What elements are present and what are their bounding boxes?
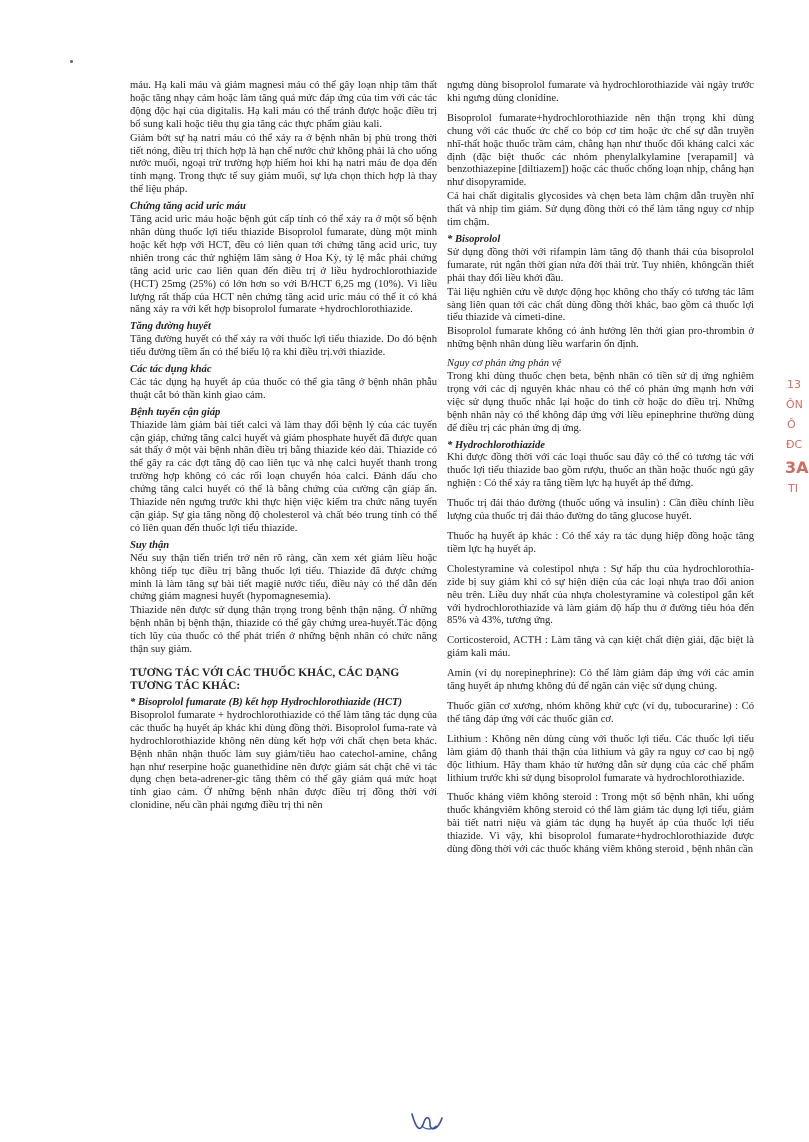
section-heading-parathyroid: Bệnh tuyến cận giáp <box>130 406 221 418</box>
paragraph: ngưng dùng bisoprolol fumarate và hydrochlorothiazide vài ngày trước khi ngưng dùng clonidine. <box>447 80 754 104</box>
section-heading-renal: Suy thận <box>130 539 170 551</box>
left-column <box>130 80 437 814</box>
stamp-fragment: TI <box>788 482 798 495</box>
paragraph: Sử dụng đồng thời với rifampin làm tăng độ thanh thải của bisoprolol fumarate, rút ngắn thời gian nửa đời thải trừ. Tuy nhiên, khôngcần thiết phải thay đổi liều khởi đầu. <box>447 246 754 284</box>
section-title-interactions: TƯƠNG TÁC VỚI CÁC THUỐC KHÁC, CÁC DẠNG TƯƠNG TÁC KHÁC: <box>130 666 400 692</box>
paragraph: Thuốc giãn cơ xương, nhóm không khử cực (ví dụ, tubocurarine) : Có thể tăng đáp ứng với các thuốc giãn cơ. <box>447 700 754 725</box>
paragraph: máu. Hạ kali máu và giảm magnesi máu có thể gây loạn nhịp tâm thất hoặc tăng nhạy cảm hoặc làm tăng quá mức đáp ứng của tim với các tác động độc hại của digitalis. Hạ kali máu có thể tránh được hoặc điều trị bổ sung kali hoặc tiêu thụ gia tăng các thực phẩm giàu kali. <box>130 80 437 130</box>
section-heading-hyperglycemia: Tăng đường huyết <box>130 321 211 333</box>
section-heading-bisoprolol: * Bisoprolol <box>447 233 501 245</box>
paragraph: Cholestyramine và colestipol nhựa : Sự hấp thu của hydrochlorothia-zide bị suy giảm khi có sự hiện diện của các loại nhựa trao đổi anion nêu trên. Liều duy nhất của nhựa cholestyramine và colestipol gắn kết với hydrochlorothiazide và làm giảm độ hấp thu ở đường tiêu hóa đến 85% và 43%, tương ứng. <box>447 563 754 627</box>
paragraph: Các tác dụng hạ huyết áp của thuốc có thể gia tăng ở bệnh nhân phẫu thuật cắt bỏ thần kinh giao cảm. <box>130 376 437 401</box>
paragraph: Lithium : Không nên dùng cùng với thuốc lợi tiểu. Các thuốc lợi tiểu làm giảm độ thanh thải thận của lithium và gây ra nguy cơ cao bị ngộ độc lithium. Hãy tham khảo từ hướng dẫn sử dụng của các chế phẩm lithium trước khi sử dụng bisoprolol fumarate và hydrochlorothiazide. <box>447 733 754 784</box>
paragraph: Thiazide nên được sử dụng thận trọng trong bệnh thận nặng. Ở những bệnh nhân bị bệnh thận, thiazide có thể gây chứng urea-huyết.Tác động tích lũy của thuốc có thể phát triển ở những bệnh nhân có chức năng thận suy giảm. <box>130 605 437 656</box>
paragraph: Bisoprolol fumarate không có ảnh hưởng lên thời gian pro-thrombin ở những bệnh nhân dùng liều warfarin ổn định. <box>447 326 754 351</box>
stamp-fragment: ÔN <box>786 398 803 411</box>
stamp-fragment: 3A <box>785 458 809 477</box>
stamp-fragment: Ô <box>787 418 796 431</box>
paragraph: Tài liệu nghiên cứu về dược động học không cho thấy có tương tác lâm sàng liên quan tới các chất dùng đồng thời khác, bao gồm cả thuốc lợi tiểu thiazide và cimeti-dine. <box>447 286 754 324</box>
handwritten-signature <box>408 1108 448 1138</box>
paragraph: Thiazide làm giảm bài tiết calci và làm thay đổi bệnh lý của các tuyến cận giáp, chứng tăng calci huyết và giảm phosphate huyết đã được quan sát thấy ở một vài bệnh nhân điều trị bằng thiazide kéo dài. Thiazide có thể gây ra các đợt tăng độ cao liên tục và nhẹ calci huyết thanh trong trường hợp không có các rối loạn chuyển hóa calci. Đánh dấu cho chứng tăng calci huyết có thể là bằng chứng của cường cận giáp ẩn. Thiazide nên ngưng trước khi thực hiện việc kiểm tra chức năng tuyến cận giáp. Sự gia tăng nồng độ cholesterol và chất béo trung tính có thể có liên quan đến thuốc lợi tiểu thiazide. <box>130 419 437 534</box>
paragraph: Thuốc trị đái tháo đường (thuốc uống và insulin) : Cần điều chỉnh liều lượng của thuốc trị đái tháo đường do tăng glucose huyết. <box>447 498 754 523</box>
paragraph: Bisoprolol fumarate+hydrochlorothiazide nên thận trọng khi dùng chung với các thuốc ức chế co bóp cơ tim hoặc ức chế sự dẫn truyền nhĩ-thất hoặc thuốc trầm cảm, chẳng hạn như thuốc đối kháng calci xác định (đặc biệt thuốc các nhóm phenylalkylamine [verapamil] và benzothiazepine [diltiazem]) hoặc các thuốc chống loạn nhịp, chẳng hạn như disopyramide. <box>447 112 754 189</box>
paragraph: Thuốc kháng viêm không steroid : Trong một số bệnh nhân, khi uống thuốc khángviêm không steroid có thể làm giảm tác dụng lợi tiểu, giảm bài tiết natri niệu và giảm tác dụng hạ huyết áp của thuốc lợi tiểu thiazide. Vì vậy, khi bisoprolol fumarate+hydrochlorothiazide được dùng đồng thời với các thuốc kháng viêm không steroid , bệnh nhân cần <box>447 792 754 856</box>
paragraph: Amin (ví dụ norepinephrine): Có thể làm giảm đáp ứng với các amin tăng huyết áp nhưng không đủ để ngăn cản việc sử dụng chúng. <box>447 668 754 693</box>
paragraph: Bisoprolol fumarate + hydrochlorothiazide có thể làm tăng tác dụng của các thuốc hạ huyết áp khác khi dùng đồng thời. Bisoprolol fuma-rate và hydrochlorothiazide không nên dùng kết hợp với chất chẹn beta khác. Bệnh nhân nhận thuốc làm suy giảm/tiêu hao catechol-amine, chẳng hạn như reserpine hoặc guanethidine nên được giám sát chặt chẽ vì tác dụng chẹn beta-adrener-gic tăng thêm có thể gây giảm quá mức hoạt tính giao cảm. Ở những bệnh nhân được điều trị đồng thời với clonidine, nếu cần phải ngưng điều trị thì nên <box>130 709 437 812</box>
paragraph: Cả hai chất digitalis glycosides và chẹn beta làm chậm dẫn truyền nhĩ thất và nhịp tim giảm. Sử dụng đồng thời có thể làm tăng nguy cơ nhịp tim chậm. <box>447 191 754 229</box>
paragraph: Trong khi dùng thuốc chẹn beta, bệnh nhân có tiền sử dị ứng nghiêm trọng với các dị nguyên khác nhau có thể có phản ứng mạnh hơn với việc sử dụng thuốc nhắc lại hoặc do tình cờ hoặc do điều trị. Những bệnh nhân này có thể không đáp ứng với liều epinephrine thường dùng để điều trị các phản ứng dị ứng. <box>447 371 754 434</box>
paragraph: Nếu suy thận tiến triển trở nên rõ ràng, cần xem xét giảm liều hoặc không tiếp tục điều trị bằng thuốc lợi tiểu. Thiazide đã được chứng minh là làm tăng sự bài tiết magiê nước tiểu, điều này có thể dẫn đến chứng giảm magnesi huyết (hypomagnesemia). <box>130 552 437 603</box>
stamp-fragment: 13 <box>787 378 801 391</box>
section-heading-b-hct: * Bisoprolol fumarate (B) kết hợp Hydrochlorothiazide (HCT) <box>130 696 403 708</box>
section-heading-uric-acid: Chứng tăng acid uric máu <box>130 201 246 213</box>
paragraph: Tăng đường huyết có thể xảy ra với thuốc lợi tiểu thiazide. Do đó bệnh tiểu đường tiềm ẩn có thể biểu lộ ra khi điều trị.với thiazide. <box>130 334 437 359</box>
stamp-fragment: ĐC <box>786 438 803 451</box>
paragraph: Khi được đồng thời với các loại thuốc sau đây có thể có tương tác với thuốc lợi tiểu thiazide bao gồm rượu, thuốc an thần hoặc thuốc ngủ gây nghiện : Có thể xảy ra tăng tiềm lực hạ huyết áp thế đứng. <box>447 452 754 490</box>
paragraph: Corticosteroid, ACTH : Làm tăng và cạn kiệt chất điện giải, đặc biệt là giảm kali máu. <box>447 635 754 660</box>
section-heading-anaphylaxis: Nguy cơ phản ứng phản vệ <box>447 358 562 370</box>
paragraph: Thuốc hạ huyết áp khác : Có thể xảy ra tác dụng hiệp đồng hoặc tăng tiềm lực hạ huyết áp. <box>447 531 754 555</box>
paragraph: Giảm bớt sự hạ natri máu có thể xảy ra ở bệnh nhân bị phù trong thời tiết nóng, điều trị thích hợp là hạn chế nước chứ không phải là cho uống nước muối, ngoại trừ trường hợp hiếm hoi khi hạ natri máu đe dọa đến tính mạng. Trong thực tế suy giảm muối, sự lựa chọn thích hợp là thay thế liệu pháp. <box>130 132 437 196</box>
right-column <box>447 80 754 858</box>
scan-speck <box>70 60 73 63</box>
section-heading-hydrochlorothiazide: * Hydrochlorothiazide <box>447 439 545 451</box>
paragraph: Tăng acid uric máu hoặc bệnh gút cấp tính có thể xảy ra ở một số bệnh nhân dùng thuốc lợi tiểu thiazide Bisoprolol fumarate, dùng một mình hoặc kết hợp với HCT, đều có liên quan tới chứng tăng acid uric, tuy nhiên trong các thử nghiệm lâm sàng ở Hoa Kỳ, tỷ lệ mắc phải chứng tăng acid uric cao liên quan đến điều trị ở liều hydrochlorothiazide (HCT) 25mg (25%) có lớn hơn so với B/HCT 6,25 mg (10%). Vì liều lượng rất thấp của HCT nên chứng tăng acid uric máu có thể ít có khả năng xảy ra với kết hợp bisoprolol fumarate +hydrochlorothiazide. <box>130 214 437 316</box>
section-heading-other-effects: Các tác dụng khác <box>130 364 212 376</box>
